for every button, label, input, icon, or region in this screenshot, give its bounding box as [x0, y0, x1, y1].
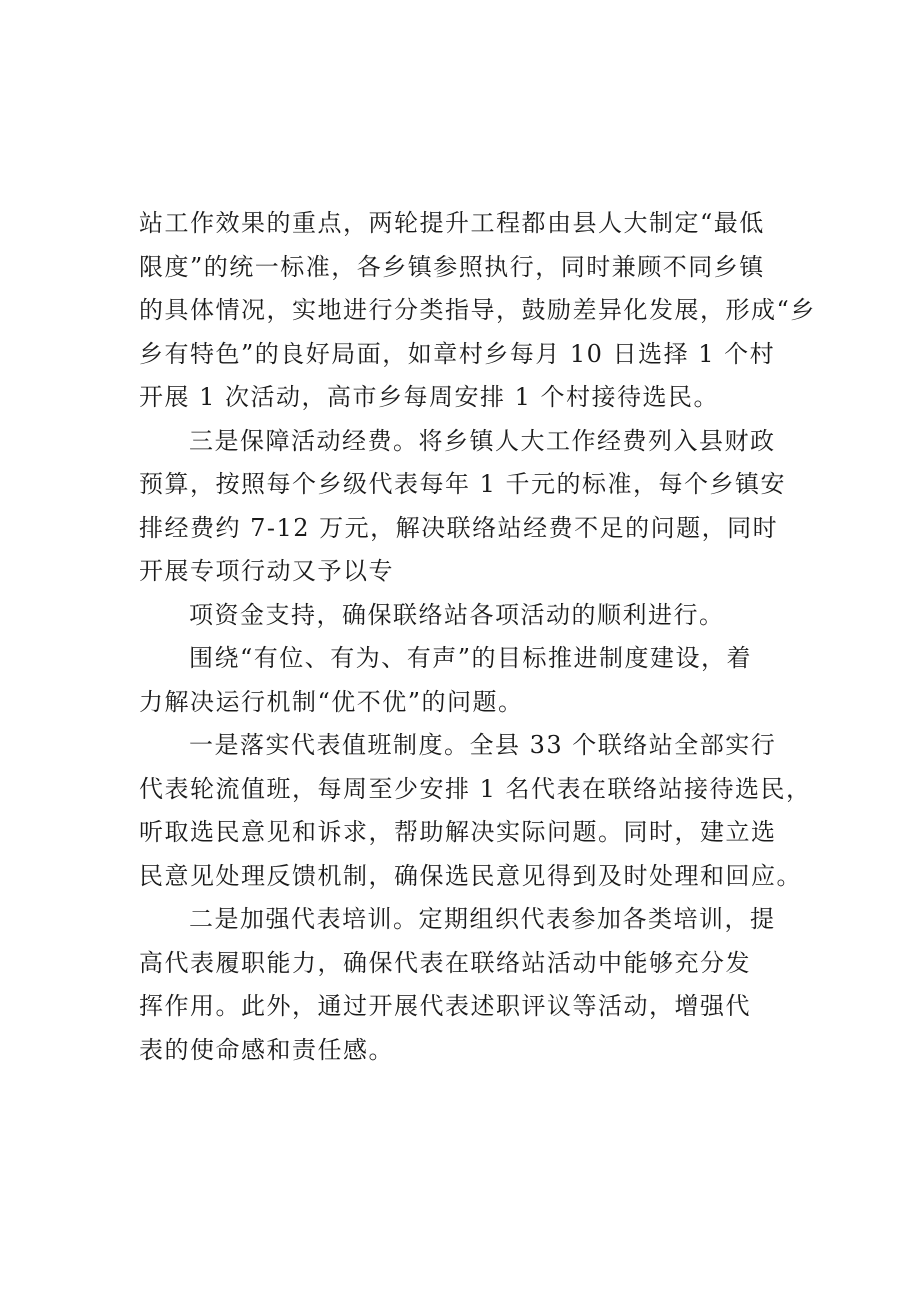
text-line: 一是落实代表值班制度。全县 33 个联络站全部实行 [189, 731, 777, 759]
document-body [139, 202, 816, 1072]
text-line: 表的使命感和责任感。 [139, 1035, 394, 1064]
text-line: 力解决运行机制“优不优”的问题。 [139, 687, 524, 716]
text-line: 预算，按照每个乡级代表每年 1 千元的标准，每个乡镇安 [139, 470, 787, 498]
text-line: 三是保障活动经费。将乡镇人大工作经费列入县财政 [189, 426, 776, 455]
text-line: 二是加强代表培训。定期组织代表参加各类培训，提 [189, 905, 776, 933]
text-line: 的具体情况，实地进行分类指导，鼓励差异化发展，形成“乡 [139, 296, 816, 324]
text-line: 开展专项行动又予以专 [139, 557, 394, 585]
text-line: 民意见处理反馈机制，确保选民意见得到及时处理和回应。 [139, 861, 802, 890]
text-line: 代表轮流值班，每周至少安排 1 名代表在联络站接待选民， [139, 774, 812, 803]
text-line: 站工作效果的重点，两轮提升工程都由县人大制定“最低 [139, 209, 765, 237]
text-line: 挥作用。此外，通过开展代表述职评议等活动，增强代 [139, 992, 751, 1020]
text-line: 限度”的统一标准，各乡镇参照执行，同时兼顾不同乡镇 [139, 252, 765, 281]
text-line: 项资金支持，确保联络站各项活动的顺利进行。 [189, 600, 725, 629]
text-line: 围绕“有位、有为、有声”的目标推进制度建设，着 [189, 644, 753, 672]
text-line: 开展 1 次活动，高市乡每周安排 1 个村接待选民。 [139, 383, 720, 411]
text-line: 排经费约 7-12 万元，解决联络站经费不足的问题，同时 [139, 513, 779, 542]
text-line: 听取选民意见和诉求，帮助解决实际问题。同时，建立选 [139, 818, 777, 846]
text-line: 高代表履职能力，确保代表在联络站活动中能够充分发 [139, 948, 751, 977]
text-line: 乡有特色”的良好局面，如章村乡每月 10 日选择 1 个村 [139, 339, 776, 368]
